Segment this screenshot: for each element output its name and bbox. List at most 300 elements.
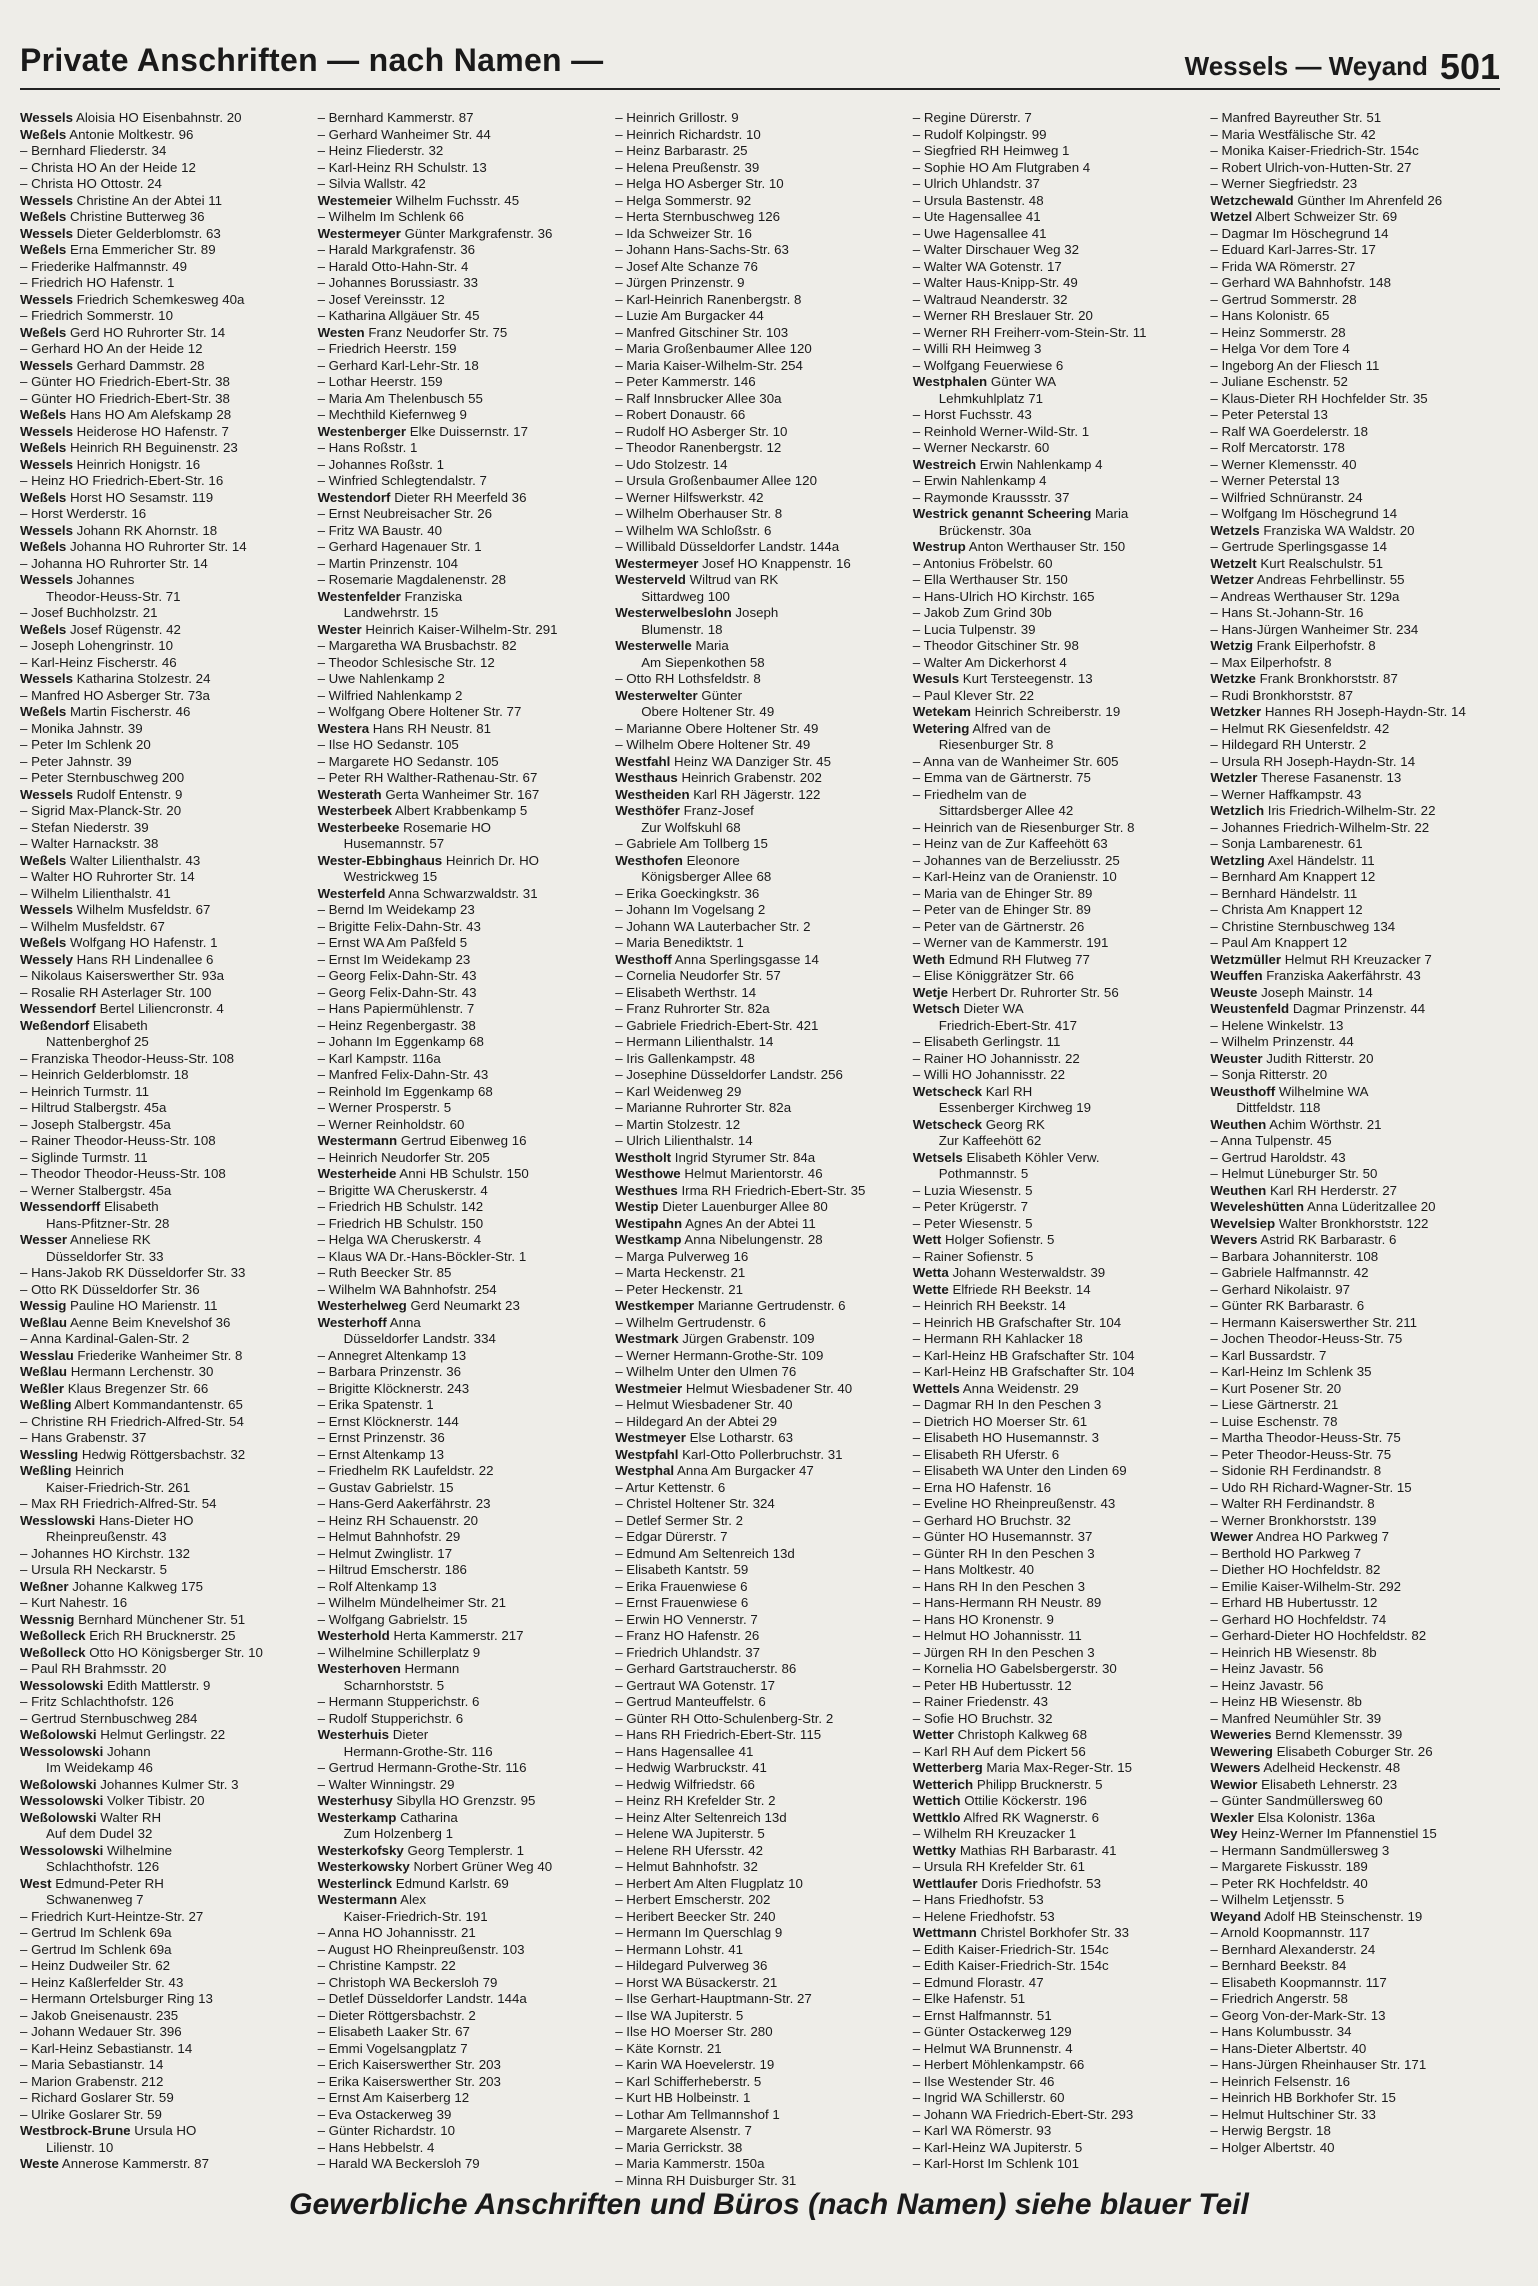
entry-surname: Wetta bbox=[912, 1265, 949, 1280]
entry-text: – Dagmar Im Höschegrund 14 bbox=[1210, 225, 1389, 241]
listing-entry bbox=[615, 1529, 905, 1546]
entry-text: – Günter RH Otto-Schulenberg-Str. 2 bbox=[615, 1710, 834, 1726]
listing-entry bbox=[913, 110, 1203, 127]
listing-entry bbox=[615, 589, 905, 606]
listing-entry bbox=[913, 985, 1203, 1002]
listing-entry bbox=[318, 1595, 608, 1612]
entry-text: – Ulrich Lilienthalstr. 14 bbox=[615, 1133, 753, 1148]
entry-text: Helmut Marientorstr. 46 bbox=[680, 1166, 823, 1181]
listing-entry bbox=[615, 1892, 905, 1909]
entry-text: – Friedhelm van de bbox=[912, 786, 1027, 802]
entry-text: Adolf HB Steinschenstr. 19 bbox=[1261, 1908, 1423, 1924]
listing-entry bbox=[318, 2024, 608, 2041]
listing-entry bbox=[20, 143, 310, 160]
listing-entry bbox=[1210, 1942, 1500, 1959]
entry-surname: Westkemper bbox=[615, 1298, 695, 1313]
listing-entry bbox=[615, 1760, 905, 1777]
listing-entry bbox=[1210, 902, 1500, 919]
entry-text: – Max Eilperhofstr. 8 bbox=[1210, 654, 1332, 670]
entry-text: Schlachthofstr. 126 bbox=[46, 1859, 160, 1874]
listing-entry bbox=[913, 671, 1203, 688]
entry-surname: Wessolowski bbox=[20, 1842, 104, 1858]
entry-text: Johann bbox=[103, 1743, 151, 1759]
entry-text: – Cornelia Neudorfer Str. 57 bbox=[615, 968, 781, 983]
entry-surname: Weßner bbox=[20, 1578, 69, 1594]
entry-text: – Juliane Eschenstr. 52 bbox=[1210, 374, 1348, 389]
listing-entry bbox=[913, 2024, 1203, 2041]
entry-text: – Friedrich Angerstr. 58 bbox=[1210, 1991, 1348, 2006]
entry-surname: Weßels bbox=[20, 209, 67, 224]
entry-text: – Günter Ostackerweg 129 bbox=[912, 2024, 1072, 2039]
entry-text: – Helmut HO Johannisstr. 11 bbox=[912, 1628, 1082, 1643]
listing-entry bbox=[615, 836, 905, 853]
entry-text: – Manfred Bayreuther Str. 51 bbox=[1210, 110, 1382, 125]
listing-entry bbox=[615, 638, 905, 655]
entry-text: – Robert Donaustr. 66 bbox=[615, 407, 746, 422]
listing-entry bbox=[615, 1216, 905, 1233]
entry-text: Frank Eilperhofstr. 8 bbox=[1252, 638, 1376, 653]
listing-entry bbox=[913, 1793, 1203, 1810]
listing-entry bbox=[318, 1826, 608, 1843]
listing-entry bbox=[20, 902, 310, 919]
entry-text: – Gabriele Friedrich-Ebert-Str. 421 bbox=[615, 1017, 819, 1033]
entry-surname: Wessels bbox=[20, 522, 73, 538]
listing-entry bbox=[913, 902, 1203, 919]
entry-text: Heinz WA Danziger Str. 45 bbox=[670, 753, 831, 769]
entry-text: – Detlef Düsseldorfer Landstr. 144a bbox=[317, 1991, 527, 2006]
entry-text: – Wilhelm Mündelheimer Str. 21 bbox=[317, 1595, 507, 1610]
listing-entry bbox=[615, 407, 905, 424]
entry-text: – Uwe Nahlenkamp 2 bbox=[317, 671, 445, 686]
listing-entry bbox=[615, 2074, 905, 2091]
listing-entry bbox=[318, 440, 608, 457]
listing-entry bbox=[1210, 1331, 1500, 1348]
entry-surname: Westip bbox=[615, 1199, 659, 1214]
listing-entry bbox=[318, 2123, 608, 2140]
listing-entry bbox=[1210, 1117, 1500, 1134]
listing-entry bbox=[1210, 226, 1500, 243]
entry-text: – Ursula RH Joseph-Haydn-Str. 14 bbox=[1210, 753, 1416, 769]
listing-entry bbox=[318, 1529, 608, 1546]
entry-surname: Weßels bbox=[20, 704, 67, 719]
listing-entry bbox=[1210, 737, 1500, 754]
entry-text: Mathias RH Barbarastr. 41 bbox=[956, 1842, 1117, 1858]
entry-surname: Westerbeek bbox=[317, 803, 392, 818]
listing-entry bbox=[20, 2107, 310, 2124]
listing-entry bbox=[913, 457, 1203, 474]
listing-entry bbox=[20, 1034, 310, 1051]
entry-surname: Wetscheck bbox=[912, 1116, 983, 1132]
entry-text: – Friedrich Uhlandstr. 37 bbox=[615, 1644, 761, 1660]
entry-surname: Westerheide bbox=[317, 1166, 397, 1181]
listing-entry bbox=[1210, 358, 1500, 375]
entry-text: – Heinrich HB Borkhofer Str. 15 bbox=[1210, 2090, 1396, 2105]
listing-entry bbox=[1210, 1133, 1500, 1150]
entry-surname: Wetje bbox=[912, 984, 949, 1000]
entry-text: – Jochen Theodor-Heuss-Str. 75 bbox=[1210, 1331, 1403, 1346]
entry-text: – Wilhelm RH Kreuzacker 1 bbox=[912, 1826, 1077, 1841]
entry-text: Essenberger Kirchweg 19 bbox=[938, 1100, 1092, 1115]
listing-entry bbox=[913, 1859, 1203, 1876]
listing-entry bbox=[615, 2107, 905, 2124]
listing-entry bbox=[615, 457, 905, 474]
entry-text: – Bernd Im Weidekamp 23 bbox=[317, 902, 475, 917]
listing-entry bbox=[318, 671, 608, 688]
listing-entry bbox=[1210, 638, 1500, 655]
listing-entry bbox=[20, 2041, 310, 2058]
listing-entry bbox=[615, 1942, 905, 1959]
listing-entry bbox=[1210, 1612, 1500, 1629]
entry-text: Zum Holzenberg 1 bbox=[343, 1826, 453, 1841]
entry-text: – Theodor Ranenbergstr. 12 bbox=[615, 440, 782, 455]
listing-entry bbox=[913, 1727, 1203, 1744]
listing-entry bbox=[913, 325, 1203, 342]
listing-entry bbox=[20, 1579, 310, 1596]
entry-text: Franz-Josef bbox=[679, 803, 754, 818]
listing-entry bbox=[913, 572, 1203, 589]
listing-entry bbox=[913, 1991, 1203, 2008]
listing-entry bbox=[1210, 787, 1500, 804]
entry-text: Josef HO Knappenstr. 16 bbox=[698, 555, 851, 571]
listing-entry bbox=[615, 1991, 905, 2008]
listing-entry bbox=[913, 2123, 1203, 2140]
entry-text: – Karl-Heinz HB Grafschafter Str. 104 bbox=[912, 1347, 1135, 1363]
entry-text: – Joseph Stalbergstr. 45a bbox=[20, 1116, 171, 1132]
entry-text: – Monika Jahnstr. 39 bbox=[20, 720, 143, 736]
entry-text: Marianne Gertrudenstr. 6 bbox=[694, 1298, 846, 1313]
entry-text: – Maria van de Ehinger Str. 89 bbox=[912, 885, 1093, 901]
listing-entry bbox=[913, 1595, 1203, 1612]
listing-entry bbox=[615, 325, 905, 342]
listing-entry bbox=[20, 1744, 310, 1761]
entry-text: – Karl-Heinz Sebastianstr. 14 bbox=[20, 2040, 193, 2056]
listing-entry bbox=[615, 242, 905, 259]
entry-text: – Ingeborg An der Fliesch 11 bbox=[1210, 357, 1380, 373]
listing-entry bbox=[20, 655, 310, 672]
listing-entry bbox=[1210, 985, 1500, 1002]
entry-text: – Ernst Prinzenstr. 36 bbox=[317, 1430, 445, 1445]
entry-surname: Weßels bbox=[20, 935, 67, 950]
entry-text: Heinrich Schreiberstr. 19 bbox=[970, 704, 1121, 719]
entry-text: – Berthold HO Parkweg 7 bbox=[1210, 1545, 1362, 1561]
entry-text: – Heinz Dudweiler Str. 62 bbox=[20, 1958, 171, 1973]
listing-entry bbox=[1210, 1562, 1500, 1579]
listing-entry bbox=[615, 902, 905, 919]
listing-entry bbox=[318, 1199, 608, 1216]
page-number: 501 bbox=[1439, 46, 1500, 87]
entry-text: Pothmannstr. 5 bbox=[938, 1166, 1029, 1181]
listing-entry bbox=[1210, 1760, 1500, 1777]
listing-entry bbox=[318, 1694, 608, 1711]
listing-entry bbox=[615, 1034, 905, 1051]
listing-entry bbox=[1210, 1018, 1500, 1035]
listing-entry bbox=[20, 242, 310, 259]
entry-text: – Johannes van de Berzeliusstr. 25 bbox=[912, 852, 1120, 868]
listing-entry bbox=[318, 1892, 608, 1909]
listing-entry bbox=[1210, 1513, 1500, 1530]
listing-entry bbox=[1210, 457, 1500, 474]
entry-surname: Westholt bbox=[615, 1149, 672, 1165]
entry-text: – Karl Weidenweg 29 bbox=[615, 1083, 742, 1099]
listing-entry bbox=[20, 1661, 310, 1678]
listing-entry bbox=[615, 1694, 905, 1711]
entry-surname: Wesslau bbox=[20, 1347, 74, 1363]
entry-surname: Weßendorf bbox=[20, 1017, 90, 1033]
entry-surname: Westerhelweg bbox=[317, 1298, 407, 1313]
entry-surname: Wevers bbox=[1210, 1232, 1258, 1247]
entry-text: – Karl WA Römerstr. 93 bbox=[912, 2123, 1052, 2138]
entry-surname: Westerhoven bbox=[317, 1661, 401, 1676]
entry-surname: Weßolleck bbox=[20, 1628, 86, 1643]
entry-surname: Wester bbox=[317, 621, 362, 637]
entry-text: – Hans Hebbelstr. 4 bbox=[317, 2139, 435, 2155]
listing-entry bbox=[1210, 2140, 1500, 2157]
listing-entry bbox=[1210, 1975, 1500, 1992]
listing-entry bbox=[615, 1199, 905, 1216]
listing-entry bbox=[1210, 193, 1500, 210]
entry-text: – Werner RH Freiherr-vom-Stein-Str. 11 bbox=[912, 324, 1147, 340]
listing-entry bbox=[318, 1942, 608, 1959]
entry-text: – Rainer HO Johannisstr. 22 bbox=[912, 1050, 1080, 1066]
entry-text: Johanne Kalkweg 175 bbox=[68, 1578, 204, 1594]
entry-text: Düsseldorfer Landstr. 334 bbox=[343, 1331, 496, 1346]
entry-text: – Rudolf Stupperichstr. 6 bbox=[317, 1710, 464, 1726]
entry-text: – Erika Kaiserswerther Str. 203 bbox=[317, 2073, 501, 2089]
listing-entry bbox=[318, 985, 608, 1002]
entry-text: – Friedrich HB Schulstr. 150 bbox=[317, 1215, 484, 1231]
listing-entry bbox=[318, 1562, 608, 1579]
listing-entry bbox=[318, 1051, 608, 1068]
listing-entry bbox=[318, 143, 608, 160]
entry-surname: Westerhuis bbox=[317, 1727, 390, 1742]
listing-entry bbox=[318, 1100, 608, 1117]
entry-surname: Westipahn bbox=[615, 1215, 683, 1231]
listing-entry bbox=[1210, 572, 1500, 589]
entry-text: Axel Händelstr. 11 bbox=[1264, 852, 1375, 868]
entry-surname: Wettlaufer bbox=[912, 1875, 978, 1891]
listing-entry bbox=[615, 506, 905, 523]
listing-entry bbox=[615, 440, 905, 457]
listing-entry bbox=[913, 506, 1203, 523]
listing-entry bbox=[20, 1711, 310, 1728]
listing-entry bbox=[1210, 589, 1500, 606]
entry-text: – Hermann RH Kahlacker 18 bbox=[912, 1331, 1083, 1346]
entry-text: – Werner Stalbergstr. 45a bbox=[20, 1182, 172, 1198]
entry-surname: Wetterich bbox=[912, 1776, 974, 1792]
entry-text: Elisabeth Coburger Str. 26 bbox=[1272, 1743, 1433, 1759]
entry-surname: Weßolleck bbox=[20, 1644, 86, 1660]
listing-entry bbox=[20, 1199, 310, 1216]
listing-entry bbox=[318, 1216, 608, 1233]
entry-text: Wilhelm Musfeldstr. 67 bbox=[72, 902, 211, 917]
listing-entry bbox=[318, 1001, 608, 1018]
entry-text: – Peter HB Hubertusstr. 12 bbox=[912, 1677, 1072, 1693]
entry-text: Bernd Klemensstr. 39 bbox=[1271, 1727, 1403, 1742]
entry-text: Jürgen Grabenstr. 109 bbox=[678, 1331, 815, 1346]
entry-text: – Heinrich HB Wiesenstr. 8b bbox=[1210, 1644, 1377, 1660]
entry-text: – Paul Am Knappert 12 bbox=[1210, 935, 1348, 950]
listing-entry bbox=[615, 1595, 905, 1612]
entry-text: – Christine Sternbuschweg 134 bbox=[1210, 918, 1396, 934]
entry-text: – Hans Hagensallee 41 bbox=[615, 1743, 754, 1759]
listing-entry bbox=[1210, 473, 1500, 490]
entry-text: – Heinz Regenbergastr. 38 bbox=[317, 1017, 476, 1033]
listing-entry bbox=[20, 556, 310, 573]
listing-entry bbox=[318, 853, 608, 870]
entry-text: Elke Duissernstr. 17 bbox=[406, 423, 528, 439]
listing-entry bbox=[20, 820, 310, 837]
listing-entry bbox=[20, 1513, 310, 1530]
listing-entry bbox=[1210, 1249, 1500, 1266]
entry-text: – Ernst Am Kaiserberg 12 bbox=[317, 2090, 470, 2105]
entry-text: Klaus Bregenzer Str. 66 bbox=[64, 1380, 209, 1396]
entry-text: Bertel Liliencronstr. 4 bbox=[95, 1001, 224, 1016]
entry-text: – Gerhard-Dieter HO Hochfeldstr. 82 bbox=[1210, 1628, 1427, 1643]
listing-entry bbox=[20, 1133, 310, 1150]
listing-entry bbox=[1210, 1843, 1500, 1860]
entry-text: – Gertrud Haroldstr. 43 bbox=[1210, 1149, 1346, 1165]
listing-entry bbox=[318, 1628, 608, 1645]
entry-text: – Minna RH Duisburger Str. 31 bbox=[615, 2172, 797, 2188]
listing-entry bbox=[913, 1348, 1203, 1365]
entry-text: – Lucia Tulpenstr. 39 bbox=[912, 621, 1036, 637]
listing-entry bbox=[913, 1166, 1203, 1183]
listing-entry bbox=[913, 737, 1203, 754]
listing-entry bbox=[913, 836, 1203, 853]
entry-surname: Westphal bbox=[615, 1463, 675, 1478]
entry-surname: Wessels bbox=[20, 456, 73, 472]
entry-text: – Hermann Im Querschlag 9 bbox=[615, 1925, 783, 1940]
entry-surname: Wetzler bbox=[1210, 770, 1258, 785]
entry-text: Wilhelmine bbox=[103, 1842, 172, 1858]
entry-text: – Franziska Theodor-Heuss-Str. 108 bbox=[20, 1050, 235, 1066]
entry-text: – Horst WA Büsackerstr. 21 bbox=[615, 1974, 778, 1990]
listing-entry bbox=[615, 176, 905, 193]
entry-surname: Westrick genannt Scheering bbox=[912, 506, 1092, 521]
entry-text: – Edith Kaiser-Friedrich-Str. 154c bbox=[912, 1941, 1109, 1957]
listing-entry bbox=[20, 1216, 310, 1233]
entry-text: – Bernhard Händelstr. 11 bbox=[1210, 885, 1358, 901]
listing-entry bbox=[913, 1975, 1203, 1992]
entry-surname: Weustenfeld bbox=[1210, 1001, 1290, 1016]
entry-text: – Karl Bussardstr. 7 bbox=[1210, 1347, 1327, 1363]
listing-entry bbox=[913, 1183, 1203, 1200]
listing-entry bbox=[20, 440, 310, 457]
entry-text: – Heinz Javastr. 56 bbox=[1210, 1661, 1324, 1676]
entry-text: Hans RH Lindenallee 6 bbox=[72, 951, 214, 967]
entry-text: – Wilhelm WA Schloßstr. 6 bbox=[615, 522, 772, 538]
listing-entry bbox=[318, 1760, 608, 1777]
entry-text: – Ralf Innsbrucker Allee 30a bbox=[615, 390, 782, 406]
listing-entry bbox=[615, 226, 905, 243]
entry-text: – Richard Goslarer Str. 59 bbox=[20, 2090, 174, 2105]
entry-surname: Wett bbox=[912, 1232, 942, 1247]
listing-entry bbox=[913, 1381, 1203, 1398]
column-3 bbox=[615, 110, 905, 2188]
entry-text: Annerose Kammerstr. 87 bbox=[58, 2156, 209, 2171]
entry-surname: Wesslowski bbox=[20, 1512, 96, 1528]
listing-entry bbox=[913, 1018, 1203, 1035]
entry-text: – Heribert Beecker Str. 240 bbox=[615, 1908, 776, 1924]
listing-entry bbox=[318, 1975, 608, 1992]
listing-entry bbox=[913, 2074, 1203, 2091]
entry-text: – Margarete Alsenstr. 7 bbox=[615, 2123, 752, 2138]
entry-text: – Werner Klemensstr. 40 bbox=[1210, 456, 1357, 472]
entry-text: – Friedrich Heerstr. 159 bbox=[317, 341, 457, 356]
entry-text: – Hans Moltkestr. 40 bbox=[912, 1562, 1034, 1577]
listing-entry bbox=[913, 1051, 1203, 1068]
listing-entry bbox=[913, 2140, 1203, 2157]
listing-entry bbox=[20, 1265, 310, 1282]
listing-entry bbox=[318, 490, 608, 507]
listing-entry bbox=[1210, 1859, 1500, 1876]
listing-entry bbox=[318, 902, 608, 919]
entry-text: – Rainer Sofienstr. 5 bbox=[912, 1248, 1034, 1264]
entry-text: – Rosemarie Magdalenenstr. 28 bbox=[317, 572, 507, 587]
listing-entry bbox=[615, 1612, 905, 1629]
entry-text: – Helga Sommerstr. 92 bbox=[615, 192, 752, 208]
listing-entry bbox=[913, 1084, 1203, 1101]
entry-text: Catharina bbox=[396, 1809, 458, 1825]
listing-entry bbox=[913, 2008, 1203, 2025]
entry-text: – Detlef Sermer Str. 2 bbox=[615, 1512, 744, 1528]
entry-text: Maria Max-Reger-Str. 15 bbox=[982, 1760, 1132, 1775]
entry-text: – Franz Ruhrorter Str. 82a bbox=[615, 1001, 770, 1016]
listing-entry bbox=[20, 2074, 310, 2091]
entry-text: – Christa HO Ottostr. 24 bbox=[20, 176, 162, 191]
entry-text: – Hermann Sandmüllersweg 3 bbox=[1210, 1842, 1390, 1858]
listing-entry bbox=[615, 473, 905, 490]
entry-surname: Weuste bbox=[1210, 984, 1258, 1000]
listing-entry bbox=[913, 655, 1203, 672]
listing-entry bbox=[20, 1249, 310, 1266]
entry-text: – Heinz Alter Seltenreich 13d bbox=[615, 1809, 787, 1825]
page-header bbox=[20, 38, 1500, 90]
listing-entry bbox=[913, 1496, 1203, 1513]
entry-text: – Elise Königgrätzer Str. 66 bbox=[912, 968, 1074, 983]
entry-surname: Wewior bbox=[1210, 1776, 1258, 1792]
entry-text: – Edmund Florastr. 47 bbox=[912, 1974, 1044, 1990]
listing-entry bbox=[615, 886, 905, 903]
entry-surname: Wey bbox=[1210, 1826, 1238, 1841]
listing-entry bbox=[913, 1199, 1203, 1216]
listing-entry bbox=[1210, 2107, 1500, 2124]
listing-entry bbox=[913, 853, 1203, 870]
listing-entry bbox=[615, 1777, 905, 1794]
entry-surname: Weßolowski bbox=[20, 1727, 97, 1742]
entry-text: – Annegret Altenkamp 13 bbox=[317, 1347, 467, 1363]
listing-entry bbox=[615, 1826, 905, 1843]
entry-surname: Wetzlich bbox=[1210, 803, 1265, 818]
listing-entry bbox=[1210, 2090, 1500, 2107]
entry-surname: Weweries bbox=[1210, 1727, 1272, 1742]
entry-text: – Fritz WA Baustr. 40 bbox=[317, 522, 442, 538]
listing-entry bbox=[1210, 1150, 1500, 1167]
entry-text: – Gabriele Am Tollberg 15 bbox=[615, 836, 768, 851]
listing-entry bbox=[20, 1166, 310, 1183]
entry-text: – Udo RH Richard-Wagner-Str. 15 bbox=[1210, 1479, 1412, 1495]
listing-entry bbox=[318, 1579, 608, 1596]
entry-text: – Günter HO Friedrich-Ebert-Str. 38 bbox=[20, 390, 230, 406]
entry-text: Otto HO Königsberger Str. 10 bbox=[85, 1644, 263, 1660]
listing-entry bbox=[20, 209, 310, 226]
listing-entry bbox=[20, 1150, 310, 1167]
listing-entry bbox=[318, 226, 608, 243]
entry-text: – Hans RH In den Peschen 3 bbox=[912, 1578, 1086, 1594]
column-1 bbox=[20, 110, 310, 2171]
name-range bbox=[1184, 42, 1500, 87]
listing-entry bbox=[1210, 341, 1500, 358]
